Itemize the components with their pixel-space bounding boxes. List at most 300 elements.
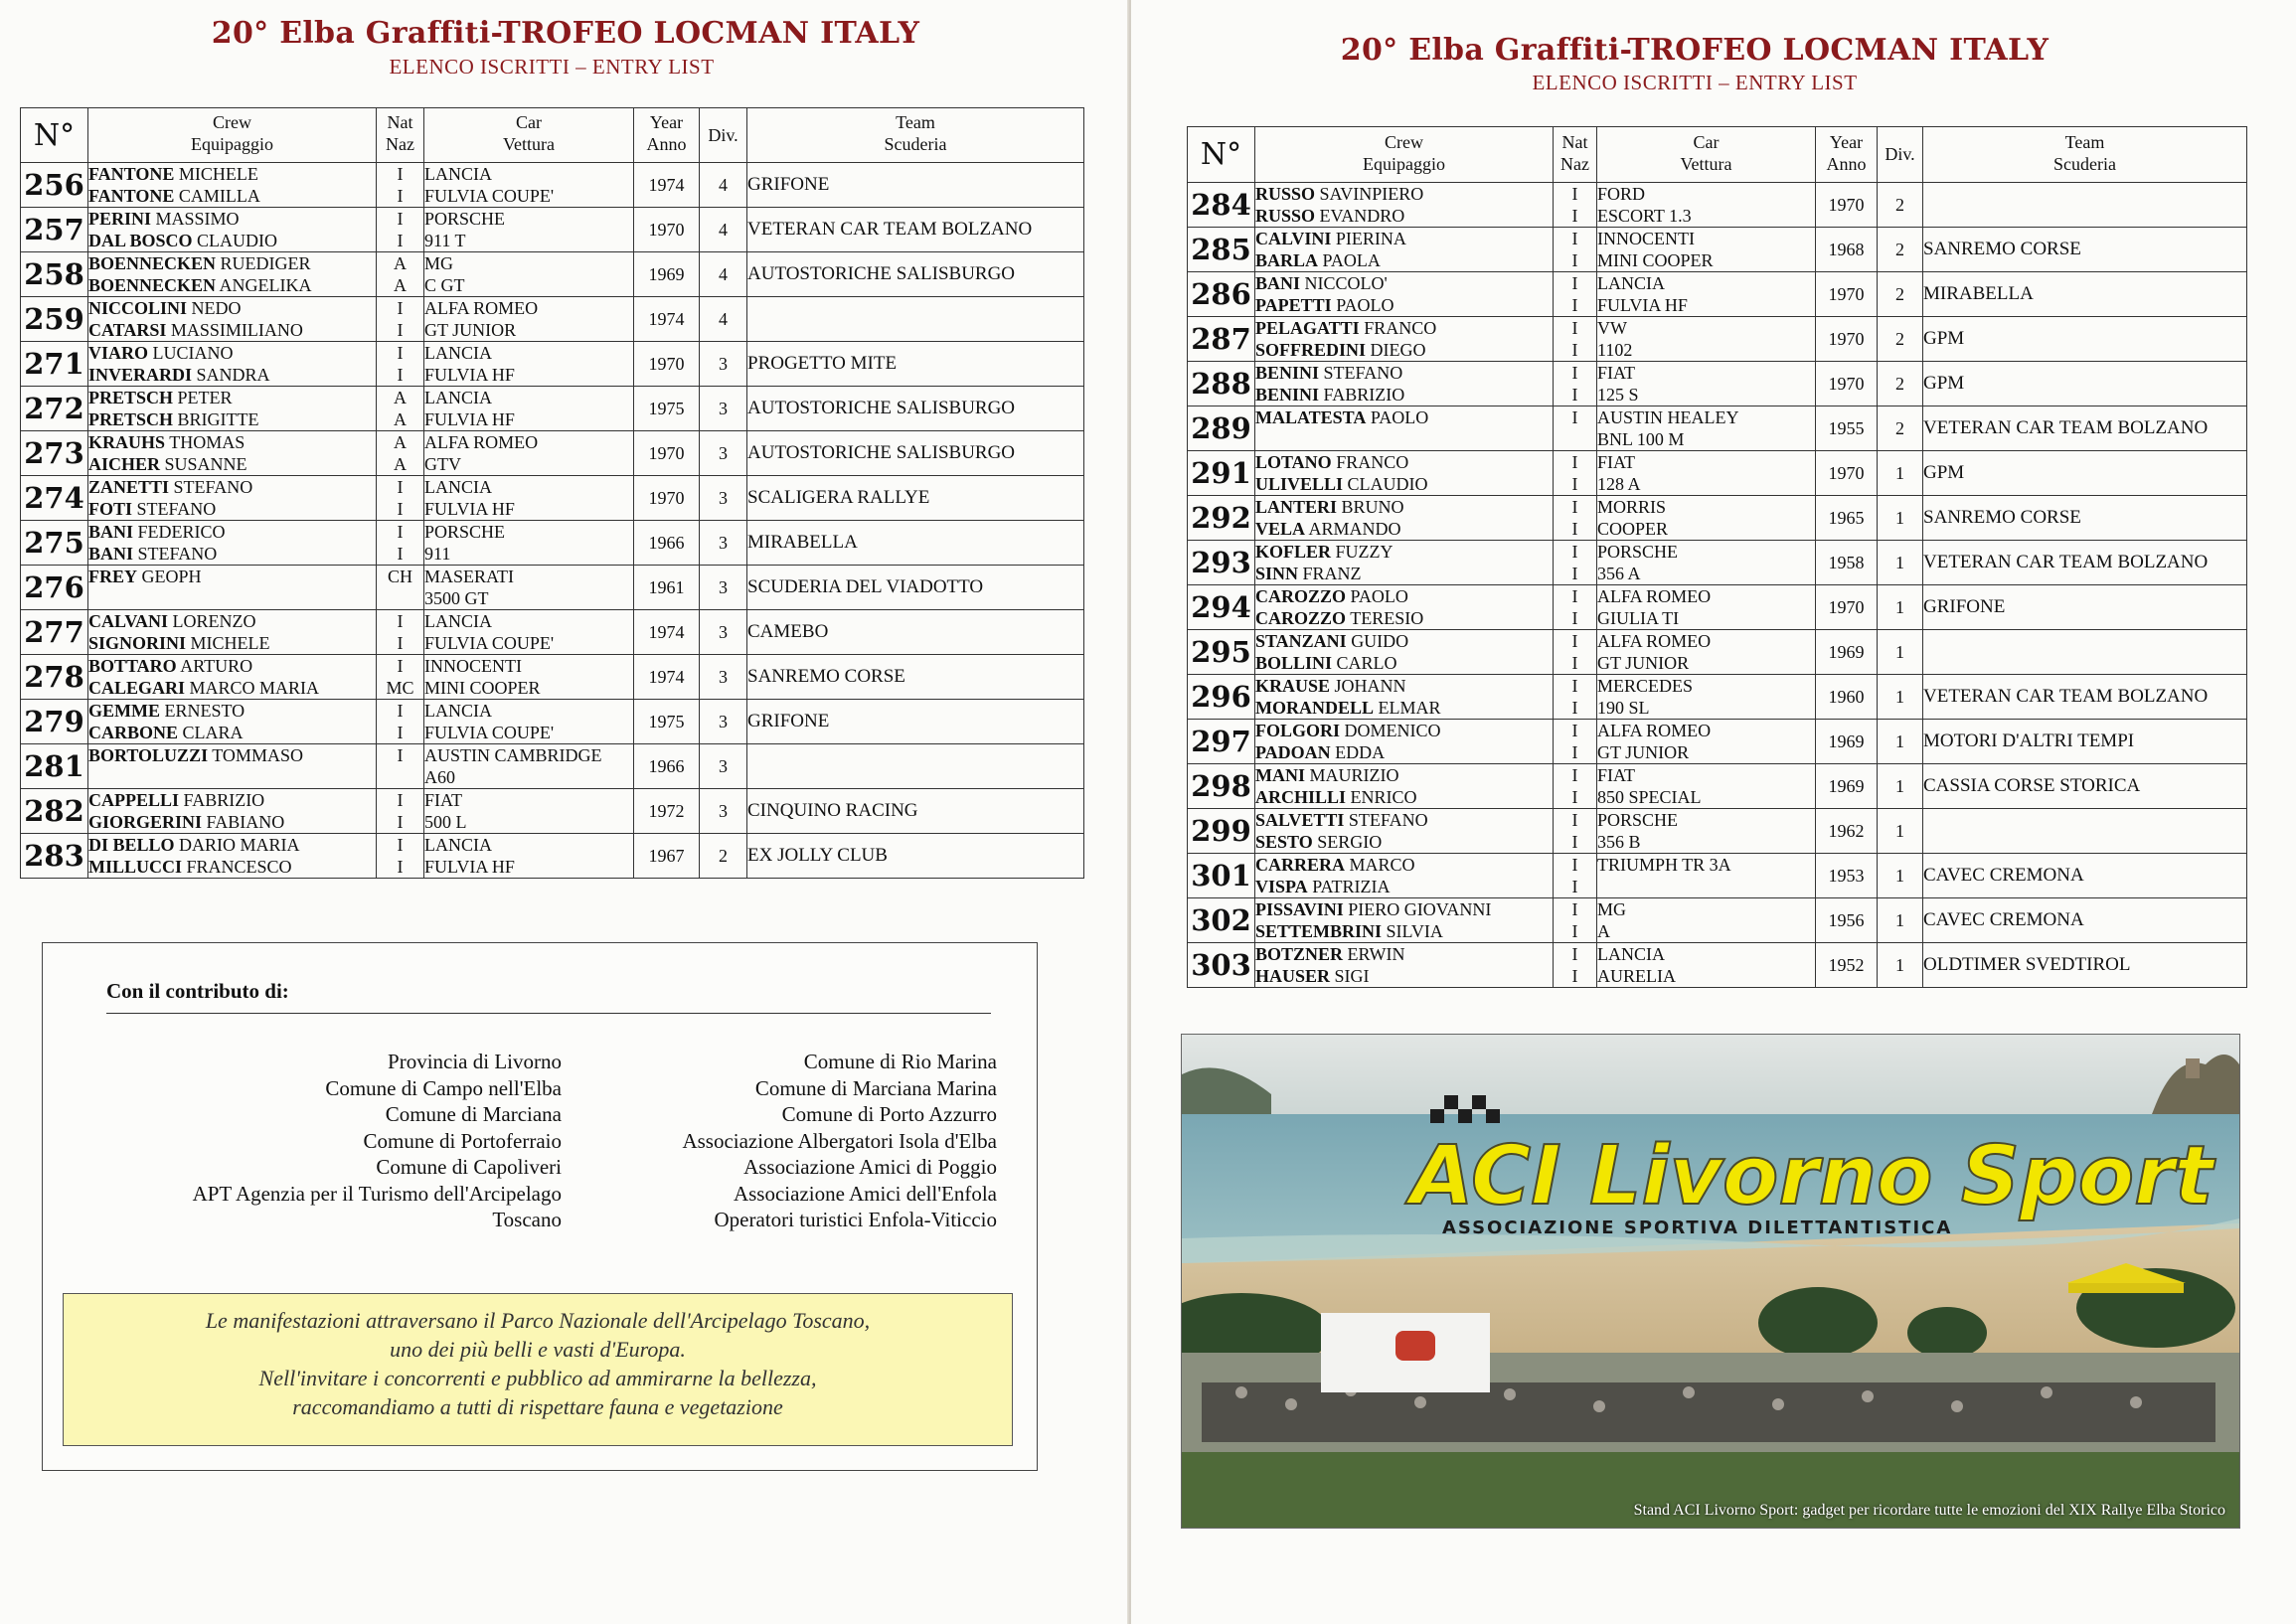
year-cell: 1969 [1816,720,1878,764]
crew-cell [88,834,377,879]
car-model: FULVIA HF [424,499,515,519]
nationality: I [397,186,404,206]
year-cell: 1958 [1816,541,1878,585]
car-cell [1597,183,1816,228]
division-cell: 4 [700,252,747,297]
division-cell: 3 [700,789,747,834]
car-cell [1597,406,1816,451]
car-make: LANCIA [424,388,492,407]
division-cell: 3 [700,610,747,655]
year-cell: 1970 [634,208,700,252]
first-name: STEFANO [1348,810,1428,830]
surname: CATARSI [88,320,167,340]
nationality: I [1571,742,1578,762]
year-cell: 1961 [634,566,700,610]
crew-member [88,185,376,207]
crew-cell [88,163,377,208]
header-crew: Crew Equipaggio [88,108,377,163]
year-cell: 1965 [1816,496,1878,541]
first-name: CAMILLA [178,186,260,206]
crew-cell [1255,943,1554,988]
car-make: PORSCHE [1597,542,1679,562]
nationality: I [1571,877,1578,896]
entry-number: 302 [1188,898,1255,943]
first-name: CLAUDIO [197,231,278,250]
entry-number: 287 [1188,317,1255,362]
crew-member [1255,362,1553,384]
entry-number: 303 [1188,943,1255,988]
first-name: FUZZY [1335,542,1394,562]
nationality: I [1571,608,1578,628]
header-team: Team Scuderia [747,108,1084,163]
header-number: N° [21,108,88,163]
car-cell [424,342,634,387]
crew-cell [1255,496,1554,541]
nationality: I [397,857,404,877]
crew-member [88,453,376,475]
nationality-cell [377,521,424,566]
crew-member [88,566,376,587]
surname: INVERARDI [88,365,193,385]
car-make: MG [424,253,454,273]
surname: SINN [1255,564,1299,583]
surname: FANTONE [88,186,175,206]
first-name: PIERINA [1335,229,1406,248]
surname: BORTOLUZZI [88,745,209,765]
car-cell [424,789,634,834]
crew-member [1255,541,1553,563]
text-line: Comune di Campo nell'Elba [325,1075,562,1100]
page-subtitle: ELENCO ISCRITTI – ENTRY LIST [1532,71,1858,94]
crew-cell [1255,720,1554,764]
surname: BOENNECKEN [88,275,217,295]
entry-number: 285 [1188,228,1255,272]
surname: FREY [88,567,137,586]
entry-number: 281 [21,744,88,789]
surname: CARRERA [1255,855,1345,875]
text-line: APT Agenzia per il Turismo dell'Arcipelago [192,1181,562,1206]
header-car: Car Vettura [424,108,634,163]
first-name: SILVIA [1386,921,1443,941]
car-cell [1597,585,1816,630]
table-row [1188,406,2247,451]
entry-number: 292 [1188,496,1255,541]
table-row [1188,720,2247,764]
first-name: DIEGO [1370,340,1426,360]
table-row [1188,541,2247,585]
table-row [1188,183,2247,228]
nationality-cell [1554,228,1597,272]
car-cell [1597,809,1816,854]
divider [106,1013,991,1014]
surname: SETTEMBRINI [1255,921,1383,941]
year-cell: 1970 [1816,183,1878,228]
crew-member [88,319,376,341]
car-model: C GT [424,275,465,295]
entry-number: 284 [1188,183,1255,228]
surname: KOFLER [1255,542,1332,562]
team-cell: CINQUINO RACING [747,789,1084,834]
nationality: I [1571,631,1578,651]
first-name: PATRIZIA [1312,877,1391,896]
first-name: SUSANNE [164,454,247,474]
car-model: AURELIA [1597,966,1676,986]
car-cell [424,834,634,879]
crew-member [88,677,376,699]
header-year: Year Anno [634,108,700,163]
car-make: PORSCHE [424,522,506,542]
car-make: MG [1597,899,1627,919]
crew-member [88,632,376,654]
nationality-cell [377,566,424,610]
first-name: ARTURO [180,656,253,676]
division-cell: 1 [1878,943,1923,988]
car-cell [1597,898,1816,943]
nationality: I [397,723,404,742]
surname: VELA [1255,519,1306,539]
crew-cell [88,297,377,342]
surname: PRETSCH [88,409,174,429]
first-name: SAVINPIERO [1319,184,1424,204]
division-cell: 1 [1878,854,1923,898]
text-line: Provincia di Livorno [388,1050,562,1073]
crew-member [88,364,376,386]
text-line: Nell'invitare i concorrenti e pubblico ad ammirarne la bellezza, [258,1366,817,1390]
crew-member [1255,898,1553,920]
team-cell: GRIFONE [747,700,1084,744]
team-cell: VETERAN CAR TEAM BOLZANO [1923,541,2247,585]
text-line: Comune di Portoferraio [363,1128,562,1153]
nationality: I [397,745,404,765]
car-cell [424,700,634,744]
nationality-cell [1554,272,1597,317]
crew-cell [88,208,377,252]
crew-cell [88,342,377,387]
crew-cell [88,610,377,655]
car-make: FORD [1597,184,1646,204]
surname: BOLLINI [1255,653,1333,673]
nationality: I [1571,184,1578,204]
text-line: raccomandiamo a tutti di rispettare fauna e vegetazione [292,1394,783,1419]
car-cell [424,566,634,610]
nationality: I [1571,363,1578,383]
first-name: SANDRA [196,365,270,385]
first-name: DOMENICO [1344,721,1441,740]
surname: PRETSCH [88,388,174,407]
entry-number: 294 [1188,585,1255,630]
surname: FOLGORI [1255,721,1341,740]
nationality-cell [377,387,424,431]
division-cell: 3 [700,655,747,700]
crew-cell [88,744,377,789]
text-line: Comune di Marciana Marina [754,1075,997,1100]
nationality: I [1571,810,1578,830]
crew-cell [88,566,377,610]
first-name: PAOLO [1370,407,1429,427]
crew-member [88,163,376,185]
crew-member [1255,585,1553,607]
crew-member [1255,764,1553,786]
crew-cell [1255,675,1554,720]
first-name: MARCO MARIA [189,678,320,698]
team-cell: CAVEC CREMONA [1923,854,2247,898]
year-cell: 1969 [634,252,700,297]
crew-member [1255,675,1553,697]
car-make: LANCIA [424,477,492,497]
nationality-cell [377,208,424,252]
car-model: 3500 GT [424,588,489,608]
car-cell [424,744,634,789]
nationality: I [1571,229,1578,248]
team-cell: CAMEBO [747,610,1084,655]
surname: PISSAVINI [1255,899,1344,919]
nationality-cell [1554,362,1597,406]
surname: LOTANO [1255,452,1332,472]
first-name: FRANCO [1364,318,1437,338]
division-cell: 3 [700,387,747,431]
first-name: STEFANO [137,544,218,564]
nationality: I [397,231,404,250]
crew-member [88,610,376,632]
text-line: Comune di Marciana [385,1102,562,1126]
first-name: CLAUDIO [1347,474,1428,494]
nationality: I [1571,586,1578,606]
first-name: ENRICO [1350,787,1417,807]
team-cell: OLDTIMER SVEDTIROL [1923,943,2247,988]
first-name: CARLO [1336,653,1397,673]
surname: DAL BOSCO [88,231,193,250]
car-cell [1597,272,1816,317]
car-cell [1597,541,1816,585]
car-make: LANCIA [424,343,492,363]
surname: STANZANI [1255,631,1347,651]
crew-member [1255,965,1553,987]
crew-member [1255,563,1553,584]
year-cell: 1975 [634,387,700,431]
surname: MORANDELL [1255,698,1375,718]
car-make: PORSCHE [424,209,506,229]
division-cell: 1 [1878,451,1923,496]
surname: BENINI [1255,385,1320,405]
entry-number: 283 [21,834,88,879]
entry-number: 272 [21,387,88,431]
header-div: Div. [700,108,747,163]
nationality: I [397,633,404,653]
crew-cell [1255,272,1554,317]
crew-cell [1255,541,1554,585]
first-name: ARMANDO [1308,519,1401,539]
table-row [21,431,1084,476]
nationality-cell [377,655,424,700]
aci-livorno-sport-photo [1181,1034,2240,1529]
team-cell: SANREMO CORSE [1923,496,2247,541]
nationality-cell [1554,630,1597,675]
nationality-cell [377,744,424,789]
car-make: LANCIA [424,611,492,631]
nationality: I [1571,832,1578,852]
entry-number: 293 [1188,541,1255,585]
car-make: INNOCENTI [1597,229,1695,248]
team-cell: SANREMO CORSE [747,655,1084,700]
sponsor-box [42,942,1038,1471]
team-cell: MOTORI D'ALTRI TEMPI [1923,720,2247,764]
nationality: I [397,320,404,340]
crew-member [88,387,376,408]
car-model: MINI COOPER [424,678,541,698]
surname: MALATESTA [1255,407,1367,427]
team-cell [1923,183,2247,228]
crew-member [88,587,376,609]
nationality: I [1571,452,1578,472]
table-row [21,700,1084,744]
page-title: 20° Elba Graffiti-TROFEO LOCMAN ITALY [1340,33,2050,68]
division-cell: 3 [700,342,747,387]
crew-member [88,521,376,543]
surname: CAROZZO [1255,608,1347,628]
car-make: LANCIA [1597,944,1665,964]
first-name: GEOPH [141,567,202,586]
crew-member [1255,920,1553,942]
table-row [1188,585,2247,630]
car-model: 125 S [1597,385,1639,405]
first-name: PAOLO [1350,586,1408,606]
entry-number: 295 [1188,630,1255,675]
nationality-cell [1554,183,1597,228]
car-model: A [1597,921,1610,941]
year-cell: 1962 [1816,809,1878,854]
crew-cell [1255,183,1554,228]
crew-member [88,431,376,453]
car-cell [424,431,634,476]
entry-number: 279 [21,700,88,744]
team-cell: AUTOSTORICHE SALISBURGO [747,431,1084,476]
nationality-cell [1554,451,1597,496]
text-line: Operatori turistici Enfola-Viticcio [714,1208,997,1231]
surname: ULIVELLI [1255,474,1344,494]
nationality-cell [1554,720,1597,764]
crew-member [1255,228,1553,249]
team-cell: GPM [1923,317,2247,362]
nationality: I [397,701,404,721]
team-cell: VETERAN CAR TEAM BOLZANO [1923,406,2247,451]
car-cell [1597,720,1816,764]
car-model: FULVIA COUPE' [424,723,555,742]
text-line: Toscano [492,1208,562,1231]
first-name: JOHANN [1334,676,1406,696]
year-cell: 1955 [1816,406,1878,451]
crew-member [1255,607,1553,629]
surname: CAROZZO [1255,586,1347,606]
car-model: 128 A [1597,474,1641,494]
year-cell: 1967 [634,834,700,879]
crew-member [88,230,376,251]
car-cell [1597,317,1816,362]
crew-cell [88,700,377,744]
table-row [21,297,1084,342]
first-name: ERWIN [1347,944,1405,964]
year-cell: 1970 [634,342,700,387]
car-model: FULVIA HF [1597,295,1688,315]
car-cell [424,521,634,566]
surname: SALVETTI [1255,810,1345,830]
nationality-cell [377,700,424,744]
car-model: FULVIA COUPE' [424,633,555,653]
first-name: MASSIMO [155,209,240,229]
table-row [21,342,1084,387]
table-row [1188,362,2247,406]
car-cell [1597,451,1816,496]
nationality: I [1571,966,1578,986]
table-row [21,387,1084,431]
table-row [1188,272,2247,317]
car-model: 1102 [1597,340,1633,360]
division-cell: 3 [700,521,747,566]
surname: MANI [1255,765,1305,785]
first-name: MICHELE [178,164,258,184]
car-make: PORSCHE [1597,810,1679,830]
nationality: A [394,409,407,429]
car-model: 500 L [424,812,467,832]
division-cell: 3 [700,700,747,744]
nationality: I [397,522,404,542]
nationality-cell [377,342,424,387]
table-row [21,476,1084,521]
crew-member [1255,473,1553,495]
nationality: A [394,454,407,474]
car-cell [424,297,634,342]
car-make: VW [1597,318,1627,338]
entry-number: 289 [1188,406,1255,451]
team-cell: AUTOSTORICHE SALISBURGO [747,387,1084,431]
car-make: ALFA ROMEO [424,432,539,452]
text-line: Associazione Albergatori Isola d'Elba [682,1128,997,1153]
year-cell: 1974 [634,297,700,342]
table-row [1188,898,2247,943]
nationality: A [394,253,407,273]
year-cell: 1974 [634,163,700,208]
team-cell: GPM [1923,451,2247,496]
division-cell: 1 [1878,720,1923,764]
nationality: I [397,499,404,519]
nationality: A [394,432,407,452]
car-cell [424,252,634,297]
car-model: 356 A [1597,564,1641,583]
entry-number: 288 [1188,362,1255,406]
first-name: FRANCO [1336,452,1409,472]
nationality-cell [1554,675,1597,720]
first-name: FRANZ [1302,564,1362,583]
crew-member [88,789,376,811]
nationality [1554,428,1596,450]
division-cell: 1 [1878,898,1923,943]
entry-number: 291 [1188,451,1255,496]
surname: BANI [88,522,134,542]
year-cell: 1975 [634,700,700,744]
surname: VIARO [88,343,149,363]
first-name: PIERO GIOVANNI [1348,899,1492,919]
surname: CAPPELLI [88,790,180,810]
surname: PERINI [88,209,152,229]
crew-member [88,342,376,364]
first-name: MICHELE [190,633,270,653]
year-cell: 1966 [634,521,700,566]
crew-member [88,856,376,878]
crew-member [1255,786,1553,808]
car-cell [1597,496,1816,541]
logo-subtitle: ASSOCIAZIONE SPORTIVA DILETTANTISTICA [1442,1218,1953,1238]
nationality-cell [377,252,424,297]
crew-member [88,476,376,498]
